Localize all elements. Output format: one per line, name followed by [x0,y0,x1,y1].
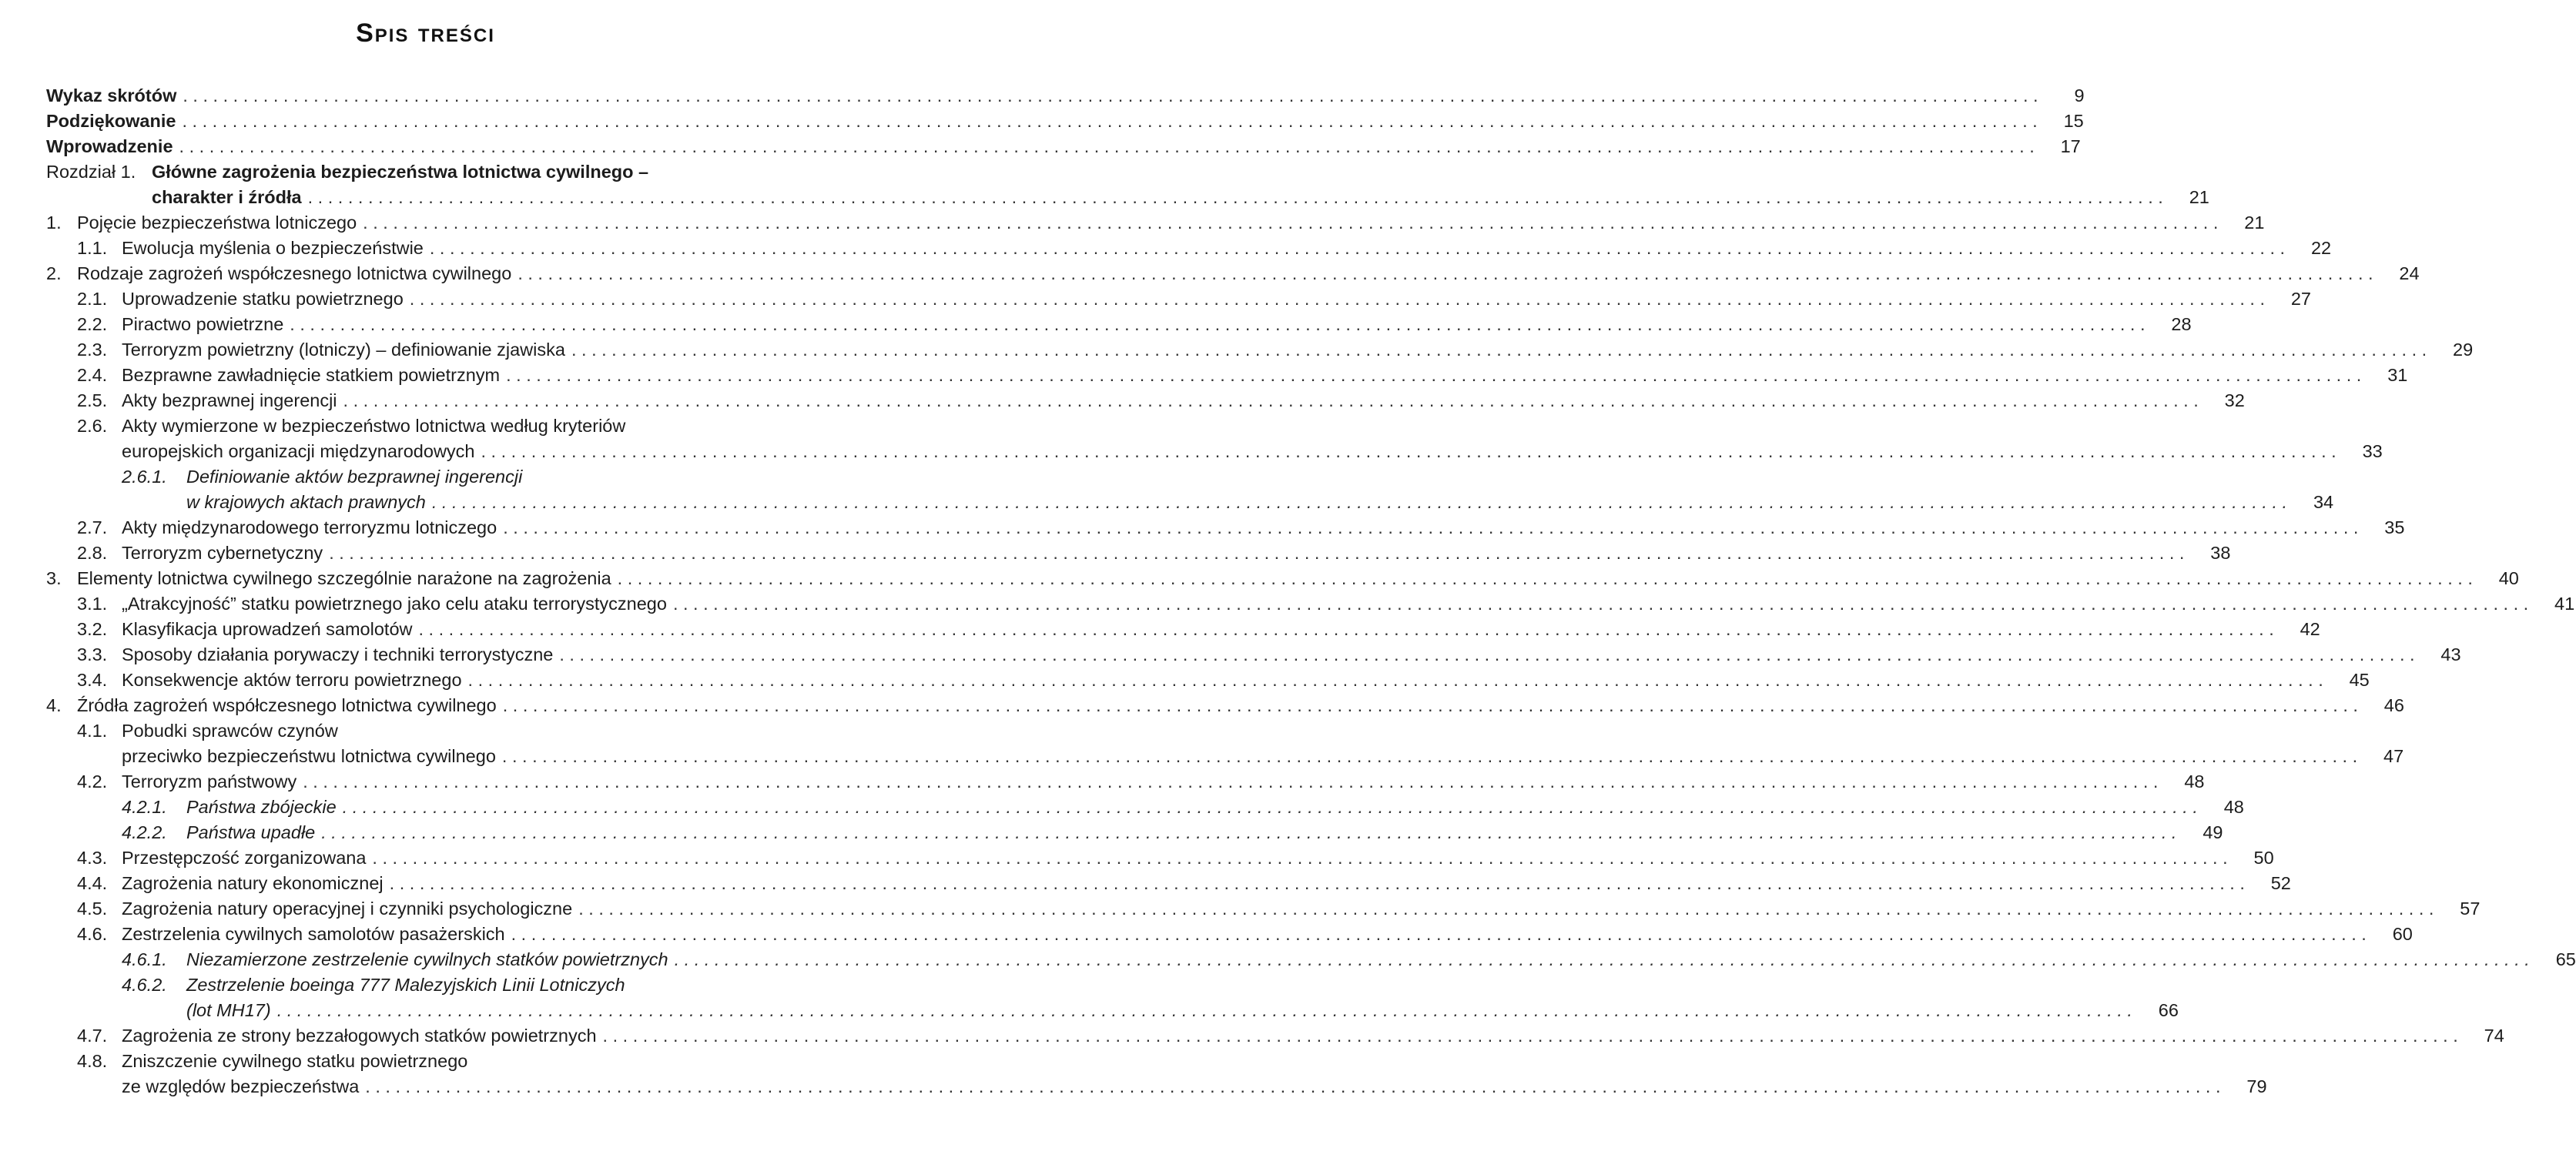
toc-entry-continuation[interactable] [46,185,2209,210]
dot-leader [503,693,2358,718]
toc-entry[interactable] [46,1049,805,1074]
dot-leader [390,871,2245,896]
dot-leader [329,541,2184,566]
toc-entry[interactable] [46,83,2085,109]
toc-entry-page: 47 [2383,746,2404,766]
toc-entry-title: Zniszczenie cywilnego statku powietrznego [122,1051,468,1071]
dot-leader [343,388,2199,413]
dot-leader [673,591,2528,617]
toc-entry-page: 74 [2484,1026,2504,1046]
toc-entry-page: 15 [2063,111,2084,131]
toc-entry-page: 42 [2300,619,2320,639]
dot-leader [502,744,2357,769]
toc-entry-title: Bezprawne zawładnięcie statkiem powietrznym [122,365,501,385]
toc-entry-page: 21 [2189,187,2209,207]
toc-entry-page: 9 [2074,85,2085,105]
toc-entry[interactable] [46,820,2223,845]
dot-leader [179,134,2035,159]
toc-entry-number: 4.2. [77,771,108,792]
toc-entry-title-cont: (lot MH17) [186,1000,271,1020]
toc-entry-title-cont: w krajowych aktach prawnych [186,492,426,512]
toc-entry-title: Zagrożenia natury operacyjnej i czynniki psychologiczne [122,899,573,919]
toc-entry-number: 4.2.2. [122,822,167,842]
toc-entry-page: 31 [2387,365,2408,385]
toc-entry-title: Ewolucja myślenia o bezpieczeństwie [122,238,424,258]
dot-leader [603,1023,2458,1049]
toc-entry-number: 4.3. [77,848,108,868]
dot-leader [183,83,2038,109]
toc-entry[interactable] [46,210,2265,236]
dot-leader [321,820,2176,845]
toc-entry-title: Przestępczość zorganizowana [122,848,367,868]
toc-entry-page: 50 [2253,848,2274,868]
toc-entry-title: Państwa upadłe [186,822,316,842]
toc-entry-title: Klasyfikacja uprowadzeń samolotów [122,619,413,639]
toc-entry-page: 48 [2223,797,2244,817]
toc-entry-page: 48 [2184,771,2205,792]
toc-entry-title: Pojęcie bezpieczeństwa lotniczego [77,213,357,233]
toc-entry[interactable] [46,236,2332,261]
toc-entry-number: 4.2.1. [122,797,167,817]
toc-entry-page: 38 [2210,543,2231,563]
toc-entry[interactable] [46,591,2575,617]
dot-leader [277,998,2132,1023]
toc-entry-title: Główne zagrożenia bezpieczeństwa lotnictwa cywilnego – [152,162,649,182]
toc-entry-title-cont: ze względów bezpieczeństwa [122,1076,360,1096]
toc-entry[interactable] [46,922,2413,947]
dot-leader [559,642,2414,668]
toc-entry-title: Sposoby działania porywaczy i techniki terrorystyczne [122,644,554,664]
toc-entry-number: 3. [46,568,62,588]
toc-entry-page: 34 [2313,492,2334,512]
toc-entry-title: Definiowanie aktów bezprawnej ingerencji [186,467,523,487]
toc-entry-continuation[interactable] [46,744,2404,769]
toc-entry-page: 32 [2224,390,2245,410]
toc-entry-number: 4.1. [77,721,108,741]
toc-entry-page: 24 [2399,263,2420,283]
toc-entry[interactable] [46,769,2205,795]
toc-entry[interactable] [46,566,2519,591]
dot-leader [308,185,2163,210]
toc-entry-number: 2.7. [77,517,108,537]
dot-leader [363,210,2218,236]
toc-entry-number: 2.6.1. [122,467,167,487]
toc-entry-number: 2.1. [77,289,108,309]
toc-entry-page: 52 [2270,873,2291,893]
toc-entry-number: 3.1. [77,594,108,614]
dot-leader [468,668,2323,693]
toc-entry-title: Państwa zbójeckie [186,797,337,817]
toc-entry[interactable] [46,617,2320,642]
toc-entry-page: 57 [2460,899,2481,919]
dot-leader [343,795,2198,820]
toc-entry-title-cont: charakter i źródła [152,187,302,207]
toc-entry-number: 4.5. [77,899,108,919]
toc-entry-title: Pobudki sprawców czynów [122,721,338,741]
dot-leader [410,286,2265,312]
toc-entry-title: Uprowadzenie statku powietrznego [122,289,404,309]
toc-entry-number: 2.3. [77,340,108,360]
toc-entry[interactable] [46,388,2245,413]
toc-entry-number: 3.4. [77,670,108,690]
toc-entry[interactable] [46,541,2231,566]
dot-leader [571,337,2427,363]
toc-entry-title: „Atrakcyjność” statku powietrznego jako celu ataku terrorystycznego [122,594,667,614]
dot-leader [303,769,2158,795]
page-title: Spis treści [356,18,495,48]
toc-entry[interactable] [46,1023,2504,1049]
toc-entry[interactable] [46,413,805,439]
toc-entry-title: Piractwo powietrzne [122,314,284,334]
toc-entry-number: 2.5. [77,390,108,410]
toc-entry-title: Zagrożenia natury ekonomicznej [122,873,384,893]
toc-entry-number: 3.3. [77,644,108,664]
toc-entry-page: 46 [2383,695,2404,715]
toc-entry[interactable] [46,134,2081,159]
toc-entry-number: 2.8. [77,543,108,563]
dot-leader [365,1074,2220,1099]
toc-entry[interactable] [46,363,2408,388]
toc-entry-title: Wykaz skrótów [46,85,177,105]
toc-entry-title: Akty bezprawnej ingerencji [122,390,337,410]
toc-entry-number: 1.1. [77,238,108,258]
dot-leader [578,896,2434,922]
toc-entry-continuation[interactable] [46,490,2334,515]
toc-entry[interactable] [46,896,2481,922]
toc-entry-page: 60 [2392,924,2413,944]
toc-entry-number: 2. [46,263,62,283]
dot-leader [182,109,2037,134]
toc-entry-number: 1. [46,213,62,233]
dot-leader [372,845,2227,871]
toc-entry-page: 22 [2310,238,2332,258]
toc-entry[interactable] [46,464,805,490]
toc-entry-page: 21 [2244,213,2265,233]
dot-leader [618,566,2473,591]
toc-chapter-heading[interactable] [46,159,805,185]
dot-leader [430,236,2285,261]
dot-leader [675,947,2530,972]
toc-entry[interactable] [46,947,2576,972]
toc-entry-page: 49 [2202,822,2223,842]
toc-entry[interactable] [46,515,2405,541]
toc-entry[interactable] [46,337,2474,363]
toc-entry[interactable] [46,286,2311,312]
toc-entry-number: 4.8. [77,1051,108,1071]
dot-leader [419,617,2274,642]
toc-entry[interactable] [46,109,2084,134]
toc-entry-title: Terroryzm cybernetyczny [122,543,323,563]
toc-entry-title: Niezamierzone zestrzelenie cywilnych statków powietrznych [186,949,668,969]
toc-chapter-label: Rozdział 1. [46,162,136,182]
toc-entry-page: 33 [2362,441,2383,461]
dot-leader [290,312,2145,337]
toc-entry-number: 4.4. [77,873,108,893]
toc-entry[interactable] [46,871,2291,896]
toc-entry-page: 43 [2440,644,2461,664]
table-of-contents [46,83,2576,1099]
toc-entry-number: 2.4. [77,365,108,385]
toc-entry-page: 28 [2171,314,2192,334]
toc-entry-page: 35 [2384,517,2405,537]
toc-entry[interactable] [46,845,2274,871]
toc-entry-title: Terroryzm państwowy [122,771,297,792]
toc-entry-number: 2.6. [77,416,108,436]
dot-leader [506,363,2361,388]
toc-entry[interactable] [46,261,2420,286]
toc-entry[interactable] [46,642,2461,668]
toc-entry-continuation[interactable] [46,1074,2267,1099]
toc-entry-page: 17 [2060,136,2081,156]
toc-entry[interactable] [46,718,805,744]
toc-entry-page: 65 [2555,949,2576,969]
toc-entry-title: Rodzaje zagrożeń współczesnego lotnictwa cywilnego [77,263,512,283]
toc-entry-title: Zagrożenia ze strony bezzałogowych statków powietrznych [122,1026,597,1046]
toc-entry-number: 4.6.1. [122,949,167,969]
toc-entry-number: 4.6. [77,924,108,944]
dot-leader [518,261,2373,286]
toc-entry[interactable] [46,312,2192,337]
toc-entry-page: 29 [2453,340,2474,360]
toc-entry[interactable] [46,668,2370,693]
toc-entry-number: 4.7. [77,1026,108,1046]
dot-leader [432,490,2287,515]
toc-entry-title: Podziękowanie [46,111,176,131]
dot-leader [503,515,2358,541]
toc-entry-page: 41 [2554,594,2575,614]
toc-entry-continuation[interactable] [46,998,2179,1023]
toc-entry-page: 40 [2498,568,2519,588]
toc-entry-title: Terroryzm powietrzny (lotniczy) – definiowanie zjawiska [122,340,565,360]
toc-entry-title: Akty międzynarodowego terroryzmu lotniczego [122,517,497,537]
toc-entry-title: Zestrzelenia cywilnych samolotów pasażerskich [122,924,505,944]
toc-entry[interactable] [46,972,805,998]
dot-leader [481,439,2336,464]
dot-leader [511,922,2367,947]
toc-entry[interactable] [46,693,2404,718]
toc-entry-title-cont: przeciwko bezpieczeństwu lotnictwa cywilnego [122,746,496,766]
toc-entry-page: 27 [2290,289,2311,309]
toc-entry-title-cont: europejskich organizacji międzynarodowych [122,441,475,461]
toc-entry-title: Zestrzelenie boeinga 777 Malezyjskich Linii Lotniczych [186,975,625,995]
toc-entry-page: 45 [2349,670,2370,690]
toc-entry-title: Akty wymierzone w bezpieczeństwo lotnictwa według kryteriów [122,416,626,436]
toc-entry[interactable] [46,795,2244,820]
toc-entry-number: 4. [46,695,62,715]
toc-entry-page: 66 [2158,1000,2179,1020]
toc-entry-number: 2.2. [77,314,108,334]
toc-entry-number: 4.6.2. [122,975,167,995]
toc-entry-page: 79 [2246,1076,2267,1096]
toc-entry-title: Wprowadzenie [46,136,173,156]
toc-entry-number: 3.2. [77,619,108,639]
toc-entry-title: Elementy lotnictwa cywilnego szczególnie narażone na zagrożenia [77,568,611,588]
toc-entry-title: Konsekwencje aktów terroru powietrznego [122,670,462,690]
toc-entry-title: Źródła zagrożeń współczesnego lotnictwa cywilnego [77,695,497,715]
toc-entry-continuation[interactable] [46,439,2383,464]
